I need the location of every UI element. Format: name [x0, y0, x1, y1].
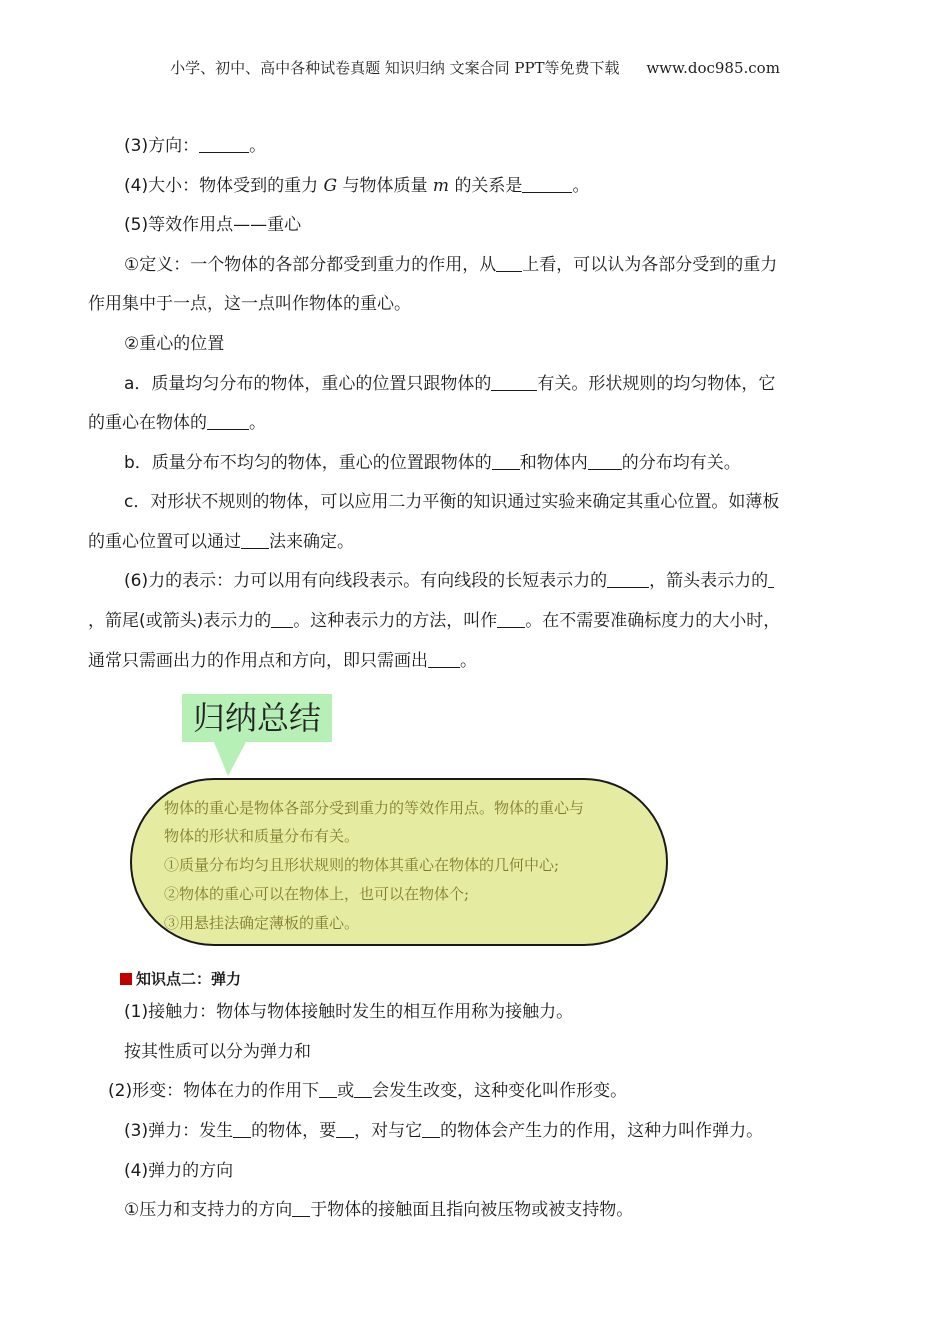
text: 于物体的接触面且指向被压物或被支持物。 [310, 1200, 634, 1220]
text: (2)形变：物体在力的作用下 [108, 1081, 320, 1101]
blank [607, 571, 649, 588]
knowledge-point-label: 知识点二：弹力 [136, 970, 242, 988]
text: 的关系是 [454, 176, 523, 196]
line-a [124, 373, 775, 395]
summary-line-1: 物体的重心是物体各部分受到重力的等效作用点。物体的重心与 [164, 799, 585, 817]
text: 。 [572, 176, 590, 196]
summary-line-4: ②物体的重心可以在物体上，也可以在物体个; [164, 885, 470, 903]
line-position: ②重心的位置 [124, 334, 225, 354]
text: 与物体质量 [342, 176, 428, 196]
text: ①定义：一个物体的各部分都受到重力的作用，从 [124, 255, 497, 275]
blank [428, 651, 460, 668]
line-force-repr-cont2 [88, 650, 477, 672]
header-text: 小学、初中、高中各种试卷真题 知识归纳 文案合同 PPT等免费下载 [170, 59, 620, 77]
line-deformation [108, 1080, 627, 1102]
blank [491, 374, 537, 391]
blank [422, 1121, 440, 1138]
line-a-cont [88, 412, 266, 434]
text: (3)方向： [124, 136, 200, 156]
text: 的重心在物体的 [88, 413, 207, 433]
symbol-g: G [323, 176, 338, 196]
text: 上看，可以认为各部分受到的重力 [522, 255, 778, 275]
blank [271, 611, 293, 628]
text: 的物体会产生力的作用，这种力叫作弹力。 [440, 1121, 764, 1141]
text: b．质量分布不均匀的物体，重心的位置跟物体的 [124, 453, 492, 473]
line-force-repr-cont [88, 610, 780, 632]
blank [319, 1081, 337, 1098]
text: 通常只需画出力的作用点和方向，即只需画出 [88, 651, 428, 671]
text: 的物体，要 [251, 1121, 337, 1141]
text: 。 [249, 413, 266, 433]
blank [522, 176, 572, 193]
line-definition-cont: 作用集中于一点，这一点叫作物体的重心。 [88, 294, 411, 314]
text: 。这种表示力的方法，叫作 [293, 611, 498, 631]
text: ，对与它 [354, 1121, 423, 1141]
text: 或 [337, 1081, 355, 1101]
symbol-m: m [432, 176, 450, 196]
text: ，箭尾(或箭头)表示力的 [88, 611, 272, 631]
line-definition [124, 254, 777, 276]
blank [233, 1121, 251, 1138]
line-direction [124, 135, 266, 157]
line-b [124, 452, 741, 474]
blank [207, 413, 249, 430]
blank [588, 453, 622, 470]
line-magnitude [124, 175, 589, 197]
summary-line-5: ③用悬挂法确定薄板的重心。 [164, 914, 360, 932]
knowledge-point-heading [120, 969, 241, 989]
blank [768, 571, 774, 588]
summary-title: 归纳总结 [182, 694, 332, 742]
callout-pointer-shape [214, 742, 246, 776]
line-pressure-direction [124, 1199, 633, 1221]
page-header [0, 57, 950, 78]
line-elastic-force [124, 1120, 763, 1142]
text: 有关。形状规则的均匀物体，它 [537, 374, 776, 394]
blank [354, 1081, 372, 1098]
blank [497, 611, 525, 628]
blank [492, 453, 520, 470]
square-bullet-icon [120, 973, 132, 985]
line-c-cont [88, 531, 354, 553]
text: 。在不需要准确标度力的大小时， [525, 611, 781, 631]
summary-line-2: 物体的形状和质量分布有关。 [164, 827, 360, 845]
text: ，箭头表示力的 [649, 571, 769, 591]
text: 会发生改变，这种变化叫作形变。 [372, 1081, 628, 1101]
text: 的分布均有关。 [621, 453, 741, 473]
line-force-repr [124, 570, 774, 592]
text: 。 [249, 136, 267, 156]
summary-line-3: ①质量分布均匀且形状规则的物体其重心在物体的几何中心; [164, 856, 560, 874]
blank [292, 1200, 310, 1217]
text: (6)力的表示：力可以用有向线段表示。有向线段的长短表示力的 [124, 571, 608, 591]
text: ①压力和支持力的方向 [124, 1200, 293, 1220]
text: 法来确定。 [269, 532, 354, 552]
text: (3)弹力：发生 [124, 1121, 234, 1141]
text: 和物体内 [519, 453, 588, 473]
header-site: www.doc985.com [646, 59, 780, 77]
line-direction-elastic: (4)弹力的方向 [124, 1161, 234, 1181]
blank [241, 532, 269, 549]
text: (4)大小：物体受到的重力 [124, 176, 319, 196]
blank [336, 1121, 354, 1138]
line-contact-force: (1)接触力：物体与物体接触时发生的相互作用称为接触力。 [124, 1002, 574, 1022]
text: 。 [460, 651, 477, 671]
blank [199, 136, 249, 153]
blank [496, 255, 522, 272]
line-center-of-gravity: (5)等效作用点——重心 [124, 215, 302, 235]
text: 的重心位置可以通过 [88, 532, 241, 552]
line-c: c．对形状不规则的物体，可以应用二力平衡的知识通过实验来确定其重心位置。如薄板 [124, 492, 780, 512]
line-classification: 按其性质可以分为弹力和 [124, 1042, 311, 1062]
text: a．质量均匀分布的物体，重心的位置只跟物体的 [124, 374, 492, 394]
